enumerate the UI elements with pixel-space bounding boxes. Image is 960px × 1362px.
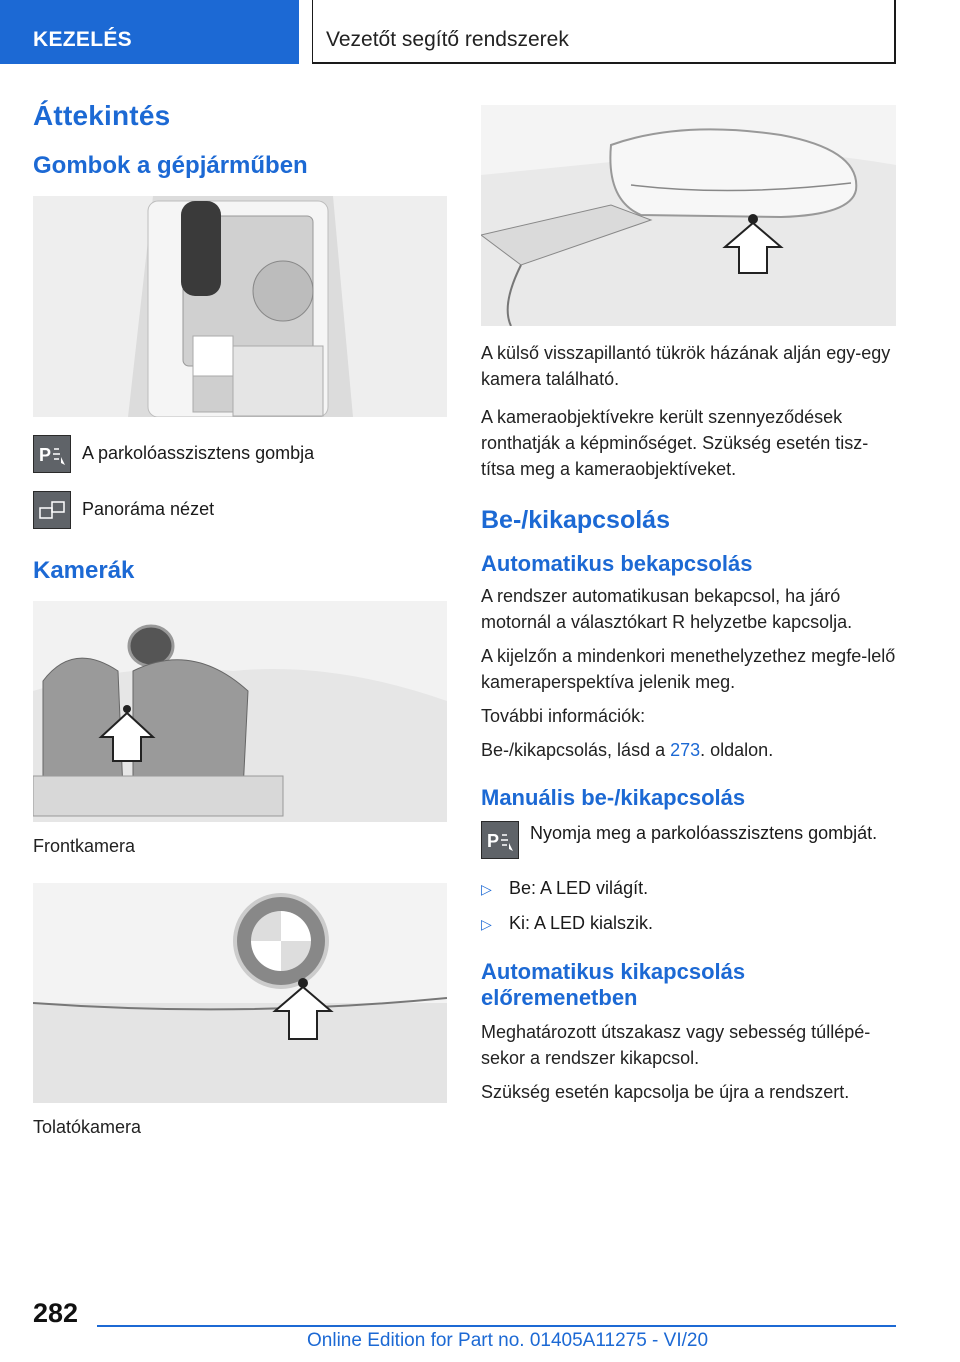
section-title: Vezetőt segítő rendszerek (312, 0, 896, 64)
more-info-label: További információk: (481, 706, 646, 726)
edition-footer: Online Edition for Part no. 01405A11275 - VI/20 (307, 1330, 709, 1351)
manual-icon-row (481, 821, 896, 859)
chapter-tab: KEZELÉS (0, 0, 299, 64)
led-bullet-list (481, 875, 896, 937)
left-column (33, 100, 447, 1138)
page-link[interactable]: 273 (670, 740, 701, 760)
auto-off-heading: Automatikus kikapcsolás előremenetben (481, 959, 746, 1010)
auto-on-text-2: A kijelzőn a mindenkori menethelyzethez megfe-lelő kameraperspektíva jelenik meg. (481, 646, 896, 692)
list-item (481, 875, 896, 902)
bullet-text: Ki: A LED kialszik. (509, 913, 654, 933)
front-camera-caption: Frontkamera (33, 836, 136, 856)
ref-prefix: Be-/kikapcsolás, lásd a (481, 740, 671, 760)
icon-item-parking (33, 435, 447, 473)
parking-assistant-icon (33, 435, 71, 473)
auto-off-text-1: Meghatározott útszakasz vagy sebesség túllépé-sekor a rendszer kikapcsol. (481, 1022, 871, 1068)
dirt-warning-text: A kameraobjektívekre került szennyeződések ronthatják a képminőséget. Szükség esetén tisz-títsa meg a kameraobjektíveket. (481, 407, 869, 479)
page-number: 282 (33, 1298, 79, 1328)
bullet-text: Be: A LED világít. (509, 878, 649, 898)
manual-text: Nyomja meg a parkolóasszisztens gombját. (530, 823, 878, 843)
cross-reference (481, 737, 896, 763)
footer-divider (97, 1325, 896, 1327)
auto-on-text-1: A rendszer automatikusan bekapcsol, ha járó motornál a választókart R helyzetbe kapcsolja. (481, 586, 853, 632)
rear-camera-caption: Tolatókamera (33, 1117, 142, 1137)
auto-off-text-2: Szükség esetén kapcsolja be újra a rendszert. (481, 1082, 850, 1102)
icon-item-label: Panoráma nézet (82, 499, 215, 519)
buttons-heading: Gombok a gépjárműben (33, 152, 308, 179)
front-camera-image (33, 601, 447, 822)
page-title: Áttekintés (33, 100, 171, 131)
side-mirror-image (481, 105, 896, 326)
svg-text:P: P (39, 445, 52, 465)
icon-item-label: A parkolóasszisztens gombja (82, 443, 315, 463)
manual-heading: Manuális be-/kikapcsolás (481, 785, 746, 810)
mirror-camera-text: A külső visszapillantó tükrök házának alján egy-egy kamera található. (481, 343, 891, 389)
triangle-bullet-icon: ▷ (481, 916, 492, 932)
panorama-view-icon (33, 491, 71, 529)
icon-item-panorama (33, 491, 447, 529)
cameras-heading: Kamerák (33, 557, 135, 584)
svg-text:P: P (487, 831, 500, 851)
auto-on-heading: Automatikus bekapcsolás (481, 551, 753, 576)
triangle-bullet-icon: ▷ (481, 881, 492, 897)
list-item (481, 910, 896, 937)
ref-suffix: . oldalon. (700, 740, 774, 760)
rear-camera-image (33, 883, 447, 1103)
right-column (481, 100, 896, 1105)
center-console-image (33, 196, 447, 417)
onoff-heading: Be-/kikapcsolás (481, 506, 670, 534)
parking-assistant-icon (481, 821, 519, 859)
